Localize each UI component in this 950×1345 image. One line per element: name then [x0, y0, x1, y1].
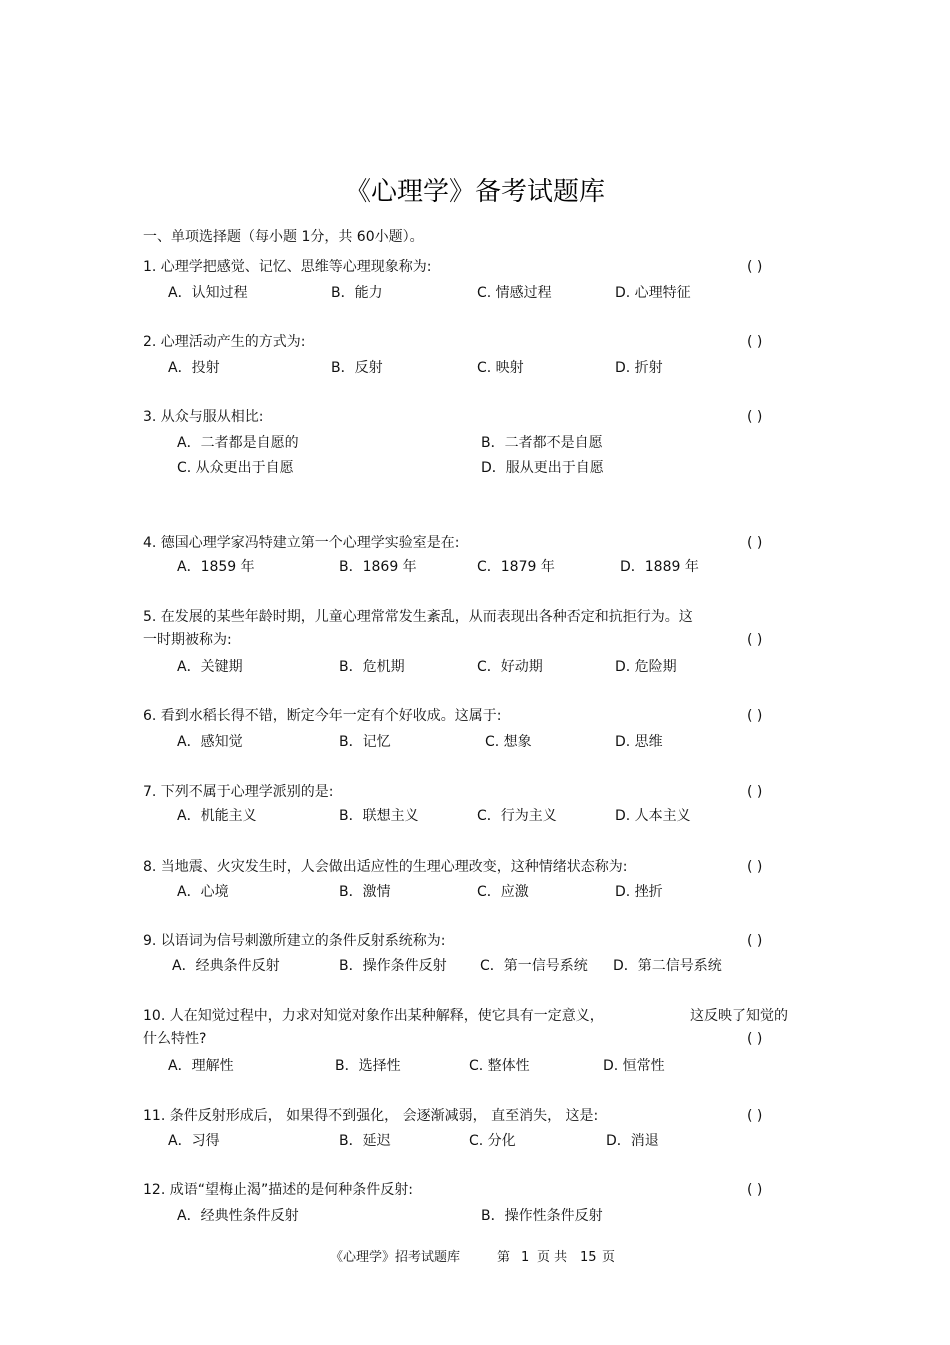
option-11-a: A．习得: [168, 1133, 220, 1149]
question-5-stem: 5. 在发展的某些年龄时期，儿童心理常常发生紊乱，从而表现出各种否定和抗拒行为。这: [143, 609, 693, 625]
option-2-c: C. 映射: [477, 360, 524, 376]
option-10-d: D. 恒常性: [603, 1058, 665, 1074]
footer-total-pages: 15: [580, 1250, 597, 1265]
option-8-a: A．心境: [177, 884, 229, 900]
question-11-stem: 11. 条件反射形成后， 如果得不到强化， 会逐渐减弱， 直至消失， 这是:: [143, 1108, 599, 1124]
answer-blank-2: ( ): [747, 334, 763, 350]
page-title: 《心理学》备考试题库: [344, 177, 605, 207]
answer-blank-10: ( ): [747, 1031, 763, 1047]
option-4-d: D．1889 年: [620, 559, 699, 575]
answer-blank-4: ( ): [747, 535, 763, 551]
question-10-stem-line2: 什么特性?: [143, 1031, 207, 1047]
question-7-stem: 7. 下列不属于心理学派别的是:: [143, 784, 334, 800]
option-8-c: C．应激: [477, 884, 529, 900]
footer-page-number: 1: [521, 1250, 530, 1265]
answer-blank-12: ( ): [747, 1182, 763, 1198]
option-9-a: A．经典条件反射: [172, 958, 280, 974]
option-5-b: B．危机期: [339, 659, 405, 675]
option-6-a: A．感知觉: [177, 734, 243, 750]
option-3-c: C. 从众更出于自愿: [177, 460, 294, 476]
option-1-c: C. 情感过程: [477, 285, 552, 301]
option-9-d: D．第二信号系统: [613, 958, 722, 974]
option-2-d: D. 折射: [615, 360, 663, 376]
footer-doc-name: 《心理学》招考试题库: [330, 1250, 461, 1265]
section-heading: 一、单项选择题（每小题 1分，共 60小题）。: [143, 229, 424, 245]
question-12-stem: 12. 成语“望梅止渴”描述的是何种条件反射:: [143, 1182, 413, 1198]
option-7-b: B．联想主义: [339, 808, 419, 824]
option-8-d: D. 挫折: [615, 884, 663, 900]
option-7-a: A．机能主义: [177, 808, 257, 824]
option-5-d: D. 危险期: [615, 659, 677, 675]
question-10-stem-tail: 这反映了知觉的: [690, 1008, 788, 1024]
option-5-c: C．好动期: [477, 659, 543, 675]
footer-page-label-1: 第: [497, 1250, 511, 1265]
option-9-b: B．操作条件反射: [339, 958, 447, 974]
option-4-b: B．1869 年: [339, 559, 417, 575]
answer-blank-6: ( ): [747, 708, 763, 724]
question-2-stem: 2. 心理活动产生的方式为:: [143, 334, 306, 350]
option-10-b: B．选择性: [335, 1058, 401, 1074]
option-8-b: B．激情: [339, 884, 391, 900]
answer-blank-8: ( ): [747, 859, 763, 875]
option-1-a: A．认知过程: [168, 285, 248, 301]
footer-page-label-3: 页: [602, 1250, 616, 1265]
option-1-d: D. 心理特征: [615, 285, 691, 301]
option-3-d: D．服从更出于自愿: [481, 460, 604, 476]
option-1-b: B．能力: [331, 285, 383, 301]
answer-blank-7: ( ): [747, 784, 763, 800]
option-2-b: B．反射: [331, 360, 383, 376]
option-5-a: A．关键期: [177, 659, 243, 675]
answer-blank-11: ( ): [747, 1108, 763, 1124]
option-10-c: C. 整体性: [469, 1058, 530, 1074]
option-6-d: D. 思维: [615, 734, 663, 750]
question-9-stem: 9. 以语词为信号刺激所建立的条件反射系统称为:: [143, 933, 446, 949]
option-6-b: B．记忆: [339, 734, 391, 750]
question-8-stem: 8. 当地震、火灾发生时，人会做出适应性的生理心理改变，这种情绪状态称为:: [143, 859, 628, 875]
option-12-b: B．操作性条件反射: [481, 1208, 603, 1224]
option-4-c: C．1879 年: [477, 559, 555, 575]
footer-page-label-2: 页 共: [537, 1250, 568, 1265]
answer-blank-9: ( ): [747, 933, 763, 949]
option-3-a: A．二者都是自愿的: [177, 435, 299, 451]
answer-blank-5: ( ): [747, 632, 763, 648]
option-12-a: A．经典性条件反射: [177, 1208, 299, 1224]
option-7-d: D. 人本主义: [615, 808, 691, 824]
option-7-c: C．行为主义: [477, 808, 557, 824]
option-3-b: B．二者都不是自愿: [481, 435, 603, 451]
answer-blank-1: ( ): [747, 259, 763, 275]
option-2-a: A．投射: [168, 360, 220, 376]
question-1-stem: 1. 心理学把感觉、记忆、思维等心理现象称为:: [143, 259, 432, 275]
option-9-c: C．第一信号系统: [480, 958, 588, 974]
option-10-a: A．理解性: [168, 1058, 234, 1074]
option-11-b: B．延迟: [339, 1133, 391, 1149]
question-6-stem: 6. 看到水稻长得不错，断定今年一定有个好收成。这属于:: [143, 708, 502, 724]
answer-blank-3: ( ): [747, 409, 763, 425]
option-4-a: A．1859 年: [177, 559, 255, 575]
option-6-c: C. 想象: [485, 734, 532, 750]
question-5-stem-line2: 一时期被称为:: [143, 632, 232, 648]
option-11-d: D．消退: [606, 1133, 659, 1149]
question-4-stem: 4. 德国心理学家冯特建立第一个心理学实验室是在:: [143, 535, 460, 551]
question-3-stem: 3. 从众与服从相比:: [143, 409, 264, 425]
option-11-c: C. 分化: [469, 1133, 516, 1149]
question-10-stem: 10. 人在知觉过程中，力求对知觉对象作出某种解释，使它具有一定意义，: [143, 1008, 604, 1024]
